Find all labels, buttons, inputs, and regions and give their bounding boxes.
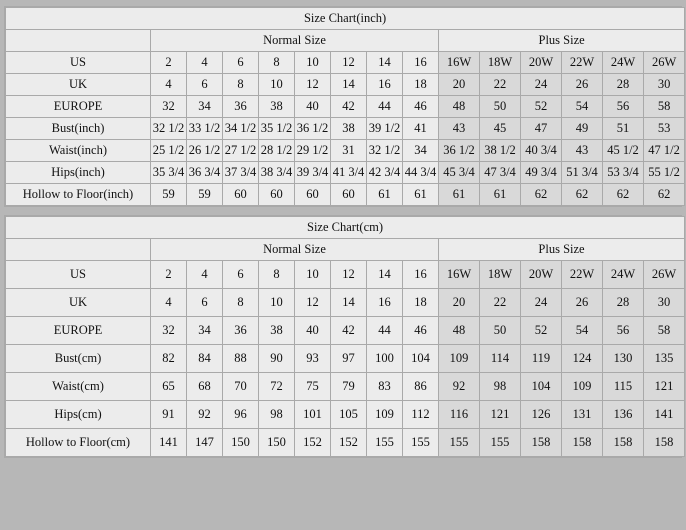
table-row [6, 401, 685, 429]
row-value: 49 [562, 118, 603, 140]
row-value: 147 [187, 429, 223, 457]
row-value: 28 [603, 74, 644, 96]
row-label: UK [6, 289, 151, 317]
row-value: 20W [521, 261, 562, 289]
row-value: 43 [562, 140, 603, 162]
row-value: 62 [562, 184, 603, 206]
row-value: 86 [403, 373, 439, 401]
row-value: 32 [151, 317, 187, 345]
row-value: 12 [295, 74, 331, 96]
row-value: 41 3/4 [331, 162, 367, 184]
row-value: 32 1/2 [151, 118, 187, 140]
cm-group-row [6, 239, 685, 261]
row-label: Hips(inch) [6, 162, 151, 184]
row-value: 6 [187, 289, 223, 317]
row-value: 24W [603, 52, 644, 74]
row-value: 12 [295, 289, 331, 317]
row-value: 42 3/4 [367, 162, 403, 184]
row-value: 28 [603, 289, 644, 317]
row-value: 47 1/2 [644, 140, 685, 162]
inch-title-row [6, 8, 685, 30]
table-row [6, 261, 685, 289]
row-value: 45 1/2 [603, 140, 644, 162]
table-row [6, 317, 685, 345]
row-value: 26 [562, 74, 603, 96]
row-value: 24W [603, 261, 644, 289]
row-value: 22 [480, 289, 521, 317]
row-value: 62 [644, 184, 685, 206]
row-value: 101 [295, 401, 331, 429]
row-value: 98 [480, 373, 521, 401]
row-value: 41 [403, 118, 439, 140]
row-value: 60 [331, 184, 367, 206]
row-value: 79 [331, 373, 367, 401]
row-value: 38 [331, 118, 367, 140]
row-value: 22 [480, 74, 521, 96]
row-value: 40 [295, 96, 331, 118]
row-value: 60 [295, 184, 331, 206]
row-value: 39 3/4 [295, 162, 331, 184]
row-value: 105 [331, 401, 367, 429]
row-value: 35 3/4 [151, 162, 187, 184]
row-value: 26 1/2 [187, 140, 223, 162]
row-value: 61 [367, 184, 403, 206]
row-value: 14 [331, 289, 367, 317]
row-value: 8 [259, 52, 295, 74]
row-value: 39 1/2 [367, 118, 403, 140]
row-value: 52 [521, 96, 562, 118]
row-value: 18 [403, 74, 439, 96]
row-value: 98 [259, 401, 295, 429]
row-value: 152 [295, 429, 331, 457]
row-value: 51 3/4 [562, 162, 603, 184]
cm-title: Size Chart(cm) [6, 217, 685, 239]
row-value: 92 [187, 401, 223, 429]
row-value: 58 [644, 96, 685, 118]
row-value: 28 1/2 [259, 140, 295, 162]
row-value: 155 [439, 429, 480, 457]
row-value: 131 [562, 401, 603, 429]
row-value: 150 [259, 429, 295, 457]
row-value: 20W [521, 52, 562, 74]
row-value: 65 [151, 373, 187, 401]
row-value: 130 [603, 345, 644, 373]
row-value: 116 [439, 401, 480, 429]
table-row [6, 96, 685, 118]
row-value: 91 [151, 401, 187, 429]
row-value: 16W [439, 261, 480, 289]
row-value: 31 [331, 140, 367, 162]
row-value: 54 [562, 317, 603, 345]
row-value: 83 [367, 373, 403, 401]
row-value: 37 3/4 [223, 162, 259, 184]
inch-corner-cell [6, 30, 151, 52]
row-value: 135 [644, 345, 685, 373]
cm-group-header: Normal Size [151, 239, 439, 261]
size-chart-inch [4, 6, 682, 207]
row-value: 25 1/2 [151, 140, 187, 162]
row-value: 36 [223, 96, 259, 118]
row-value: 121 [480, 401, 521, 429]
row-value: 53 [644, 118, 685, 140]
row-value: 6 [187, 74, 223, 96]
row-value: 6 [223, 261, 259, 289]
row-value: 20 [439, 74, 480, 96]
row-value: 18W [480, 261, 521, 289]
row-value: 8 [259, 261, 295, 289]
table-row [6, 118, 685, 140]
row-value: 141 [644, 401, 685, 429]
row-value: 72 [259, 373, 295, 401]
row-value: 100 [367, 345, 403, 373]
row-value: 44 [367, 317, 403, 345]
row-value: 46 [403, 96, 439, 118]
row-value: 68 [187, 373, 223, 401]
cm-table-body [6, 217, 685, 457]
row-value: 33 1/2 [187, 118, 223, 140]
cm-title-row [6, 217, 685, 239]
row-value: 109 [562, 373, 603, 401]
row-label: EUROPE [6, 96, 151, 118]
row-value: 58 [644, 317, 685, 345]
row-value: 36 3/4 [187, 162, 223, 184]
table-row [6, 140, 685, 162]
row-value: 10 [259, 289, 295, 317]
size-chart-cm [4, 215, 682, 458]
row-value: 56 [603, 96, 644, 118]
row-value: 45 [480, 118, 521, 140]
table-row [6, 373, 685, 401]
row-value: 45 3/4 [439, 162, 480, 184]
row-value: 96 [223, 401, 259, 429]
cm-corner-cell [6, 239, 151, 261]
inch-group-header: Plus Size [439, 30, 685, 52]
row-value: 47 [521, 118, 562, 140]
row-value: 56 [603, 317, 644, 345]
row-value: 124 [562, 345, 603, 373]
row-value: 38 1/2 [480, 140, 521, 162]
row-value: 30 [644, 74, 685, 96]
inch-group-row [6, 30, 685, 52]
row-value: 141 [151, 429, 187, 457]
row-label: Hollow to Floor(cm) [6, 429, 151, 457]
row-value: 16 [367, 289, 403, 317]
row-label: EUROPE [6, 317, 151, 345]
row-value: 38 [259, 96, 295, 118]
row-value: 114 [480, 345, 521, 373]
row-value: 8 [223, 74, 259, 96]
row-value: 119 [521, 345, 562, 373]
size-chart-inch-table [5, 7, 685, 206]
row-value: 43 [439, 118, 480, 140]
row-value: 109 [367, 401, 403, 429]
row-value: 150 [223, 429, 259, 457]
row-value: 34 [187, 317, 223, 345]
row-value: 10 [295, 261, 331, 289]
table-row [6, 52, 685, 74]
row-value: 84 [187, 345, 223, 373]
row-value: 49 3/4 [521, 162, 562, 184]
row-value: 4 [151, 74, 187, 96]
row-value: 152 [331, 429, 367, 457]
row-value: 34 [187, 96, 223, 118]
row-value: 61 [403, 184, 439, 206]
row-value: 40 3/4 [521, 140, 562, 162]
row-value: 104 [521, 373, 562, 401]
row-value: 61 [480, 184, 521, 206]
row-value: 2 [151, 52, 187, 74]
row-value: 44 3/4 [403, 162, 439, 184]
row-value: 32 [151, 96, 187, 118]
row-value: 40 [295, 317, 331, 345]
row-label: Bust(inch) [6, 118, 151, 140]
table-row [6, 289, 685, 317]
row-label: Bust(cm) [6, 345, 151, 373]
row-value: 70 [223, 373, 259, 401]
row-value: 12 [331, 261, 367, 289]
row-value: 38 3/4 [259, 162, 295, 184]
row-value: 75 [295, 373, 331, 401]
row-value: 2 [151, 261, 187, 289]
row-value: 155 [367, 429, 403, 457]
table-row [6, 74, 685, 96]
row-value: 126 [521, 401, 562, 429]
row-value: 26W [644, 261, 685, 289]
row-value: 26W [644, 52, 685, 74]
row-value: 136 [603, 401, 644, 429]
row-value: 30 [644, 289, 685, 317]
table-row [6, 162, 685, 184]
row-value: 8 [223, 289, 259, 317]
row-value: 50 [480, 96, 521, 118]
row-value: 22W [562, 261, 603, 289]
row-value: 10 [295, 52, 331, 74]
row-value: 24 [521, 289, 562, 317]
row-label: US [6, 52, 151, 74]
row-value: 36 [223, 317, 259, 345]
inch-group-header: Normal Size [151, 30, 439, 52]
row-value: 22W [562, 52, 603, 74]
row-value: 6 [223, 52, 259, 74]
row-value: 104 [403, 345, 439, 373]
row-value: 52 [521, 317, 562, 345]
row-value: 82 [151, 345, 187, 373]
row-value: 16 [403, 261, 439, 289]
row-value: 54 [562, 96, 603, 118]
row-value: 34 [403, 140, 439, 162]
row-value: 18W [480, 52, 521, 74]
row-value: 93 [295, 345, 331, 373]
row-value: 155 [480, 429, 521, 457]
row-value: 29 1/2 [295, 140, 331, 162]
row-value: 60 [223, 184, 259, 206]
row-value: 121 [644, 373, 685, 401]
row-value: 55 1/2 [644, 162, 685, 184]
row-value: 46 [403, 317, 439, 345]
row-value: 62 [521, 184, 562, 206]
row-value: 32 1/2 [367, 140, 403, 162]
row-value: 88 [223, 345, 259, 373]
row-value: 12 [331, 52, 367, 74]
row-label: Hollow to Floor(inch) [6, 184, 151, 206]
table-row [6, 429, 685, 457]
row-value: 158 [603, 429, 644, 457]
row-value: 53 3/4 [603, 162, 644, 184]
row-value: 18 [403, 289, 439, 317]
row-value: 42 [331, 96, 367, 118]
row-value: 16 [403, 52, 439, 74]
cm-group-header: Plus Size [439, 239, 685, 261]
row-label: Hips(cm) [6, 401, 151, 429]
row-value: 158 [562, 429, 603, 457]
size-chart-cm-table [5, 216, 685, 457]
row-value: 44 [367, 96, 403, 118]
row-value: 51 [603, 118, 644, 140]
row-label: UK [6, 74, 151, 96]
row-value: 62 [603, 184, 644, 206]
row-value: 48 [439, 317, 480, 345]
row-value: 35 1/2 [259, 118, 295, 140]
row-value: 155 [403, 429, 439, 457]
inch-table-body [6, 8, 685, 206]
row-value: 50 [480, 317, 521, 345]
row-value: 36 1/2 [439, 140, 480, 162]
row-value: 158 [644, 429, 685, 457]
row-value: 16W [439, 52, 480, 74]
row-value: 60 [259, 184, 295, 206]
row-value: 14 [367, 52, 403, 74]
row-value: 158 [521, 429, 562, 457]
row-value: 34 1/2 [223, 118, 259, 140]
row-value: 4 [151, 289, 187, 317]
row-value: 4 [187, 52, 223, 74]
row-value: 36 1/2 [295, 118, 331, 140]
row-value: 59 [187, 184, 223, 206]
row-value: 59 [151, 184, 187, 206]
row-value: 47 3/4 [480, 162, 521, 184]
table-row [6, 345, 685, 373]
row-value: 20 [439, 289, 480, 317]
inch-title: Size Chart(inch) [6, 8, 685, 30]
row-value: 24 [521, 74, 562, 96]
row-value: 115 [603, 373, 644, 401]
row-value: 48 [439, 96, 480, 118]
row-value: 109 [439, 345, 480, 373]
row-value: 90 [259, 345, 295, 373]
row-value: 92 [439, 373, 480, 401]
row-value: 14 [331, 74, 367, 96]
row-label: Waist(cm) [6, 373, 151, 401]
row-value: 61 [439, 184, 480, 206]
row-value: 112 [403, 401, 439, 429]
row-value: 27 1/2 [223, 140, 259, 162]
table-row [6, 184, 685, 206]
row-value: 4 [187, 261, 223, 289]
row-value: 97 [331, 345, 367, 373]
row-label: US [6, 261, 151, 289]
row-value: 42 [331, 317, 367, 345]
row-value: 38 [259, 317, 295, 345]
row-value: 26 [562, 289, 603, 317]
row-value: 10 [259, 74, 295, 96]
row-label: Waist(inch) [6, 140, 151, 162]
row-value: 14 [367, 261, 403, 289]
row-value: 16 [367, 74, 403, 96]
